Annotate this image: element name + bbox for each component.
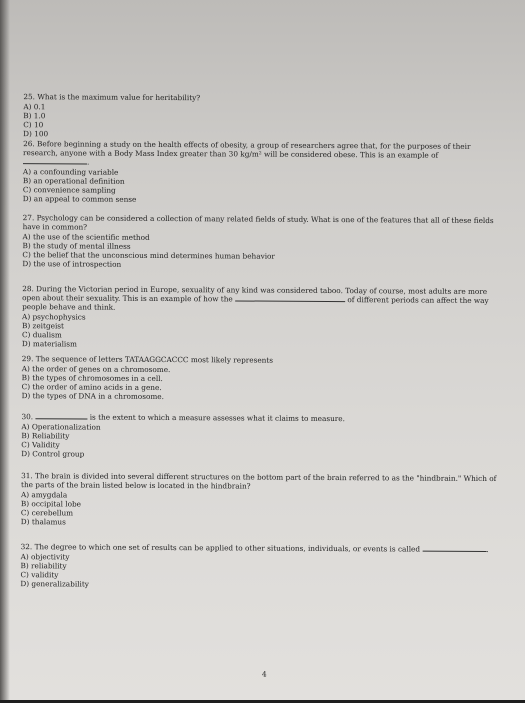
answer-option: C) cerebellum xyxy=(20,508,74,518)
answer-option: D) the types of DNA in a chromosome. xyxy=(21,391,164,402)
answer-option: D) 100 xyxy=(23,129,49,139)
answer-option: B) an operational definition xyxy=(22,176,125,186)
answer-option: A) 0.1 xyxy=(23,102,46,112)
answer-option: A) amygdala xyxy=(20,490,68,500)
answer-option: C) the order of amino acids in a gene. xyxy=(21,382,162,392)
stem-text: 26. Before beginning a study on the health effects of obesity, a group of researchers agree that, for the purposes of their research, anyone with a Body Mass Index greater than 30 kg/m² will be considered obese. This is an example of xyxy=(23,139,471,160)
answer-option: C) the belief that the unconscious mind determines human behavior xyxy=(22,250,275,261)
answer-option: C) convenience sampling xyxy=(22,185,116,195)
question-32 xyxy=(20,542,498,591)
answer-option: B) Reliability xyxy=(21,431,70,441)
answer-option: D) Control group xyxy=(21,449,85,459)
answer-option: A) Operationalization xyxy=(21,422,101,432)
question-stem: 25. What is the maximum value for heritability? xyxy=(23,92,201,103)
fill-in-blank xyxy=(35,412,87,419)
answer-option: D) thalamus xyxy=(20,517,66,527)
answer-option: B) the types of chromosomes in a cell. xyxy=(21,373,163,384)
answer-option: B) occipital lobe xyxy=(20,499,82,509)
question-stem: 29. The sequence of letters TATAAGGCACCC most likely represents xyxy=(21,354,274,365)
answer-option: C) dualism xyxy=(21,330,62,340)
stem-text: 28. During the Victorian period in Europe, sexuality of any kind was considered taboo. Today of course, most adults are more open about their sexuality. This is an example of how the xyxy=(22,284,488,304)
stem-text-end: is the extent to which a measure assesses what it claims to measure. xyxy=(89,412,345,424)
answer-option: A) the use of the scientific method xyxy=(22,232,150,242)
stem-text-end: of different periods can affect the way people behave and think. xyxy=(22,295,489,312)
stem-text: 32. The degree to which one set of results can be applied to other situations, individuals, or events is called xyxy=(20,542,421,554)
stem-text-end: . xyxy=(486,544,489,554)
answer-option: C) validity xyxy=(20,570,59,580)
answer-option: D) materialism xyxy=(21,339,77,349)
stem-text-end: . xyxy=(86,157,90,167)
stem-text: 30. xyxy=(21,412,34,422)
answer-option: D) an appeal to common sense xyxy=(22,194,137,204)
question-30 xyxy=(21,412,499,461)
question-stem xyxy=(23,139,501,169)
answer-option: A) a confounding variable xyxy=(22,167,119,177)
answer-option: B) reliability xyxy=(20,561,67,571)
answer-option: C) Validity xyxy=(21,440,60,450)
question-29 xyxy=(22,354,500,403)
question-27 xyxy=(22,213,500,271)
answer-option: A) psychophysics xyxy=(22,312,86,322)
question-stem xyxy=(22,284,500,314)
question-31 xyxy=(21,471,499,529)
question-28 xyxy=(22,284,500,351)
answer-option: A) objectivity xyxy=(20,552,70,562)
fill-in-blank xyxy=(235,294,345,302)
fill-in-blank xyxy=(23,157,87,164)
answer-option: C) 10 xyxy=(23,120,44,130)
question-stem: 27. Psychology can be considered a collection of many related fields of study. What is one of the features that all of these fields have in common? xyxy=(22,213,494,232)
answer-option: D) the use of introspection xyxy=(22,259,122,269)
answer-option: D) generalizability xyxy=(20,579,89,589)
question-25 xyxy=(23,92,501,141)
answer-option: B) the study of mental illness xyxy=(22,241,131,251)
fill-in-blank xyxy=(422,544,489,554)
answer-option: B) zeitgeist xyxy=(21,321,65,331)
page-number: 4 xyxy=(261,669,267,679)
question-stem: 31. The brain is divided into several different structures on the bottom part of the brain referred to as the "hindbrain." Which of the parts of the brain listed below is located in the hindbrain? xyxy=(21,471,497,491)
answer-option: B) 1.0 xyxy=(23,111,46,121)
question-26 xyxy=(23,139,501,206)
answer-option: A) the order of genes on a chromosome. xyxy=(21,364,171,375)
